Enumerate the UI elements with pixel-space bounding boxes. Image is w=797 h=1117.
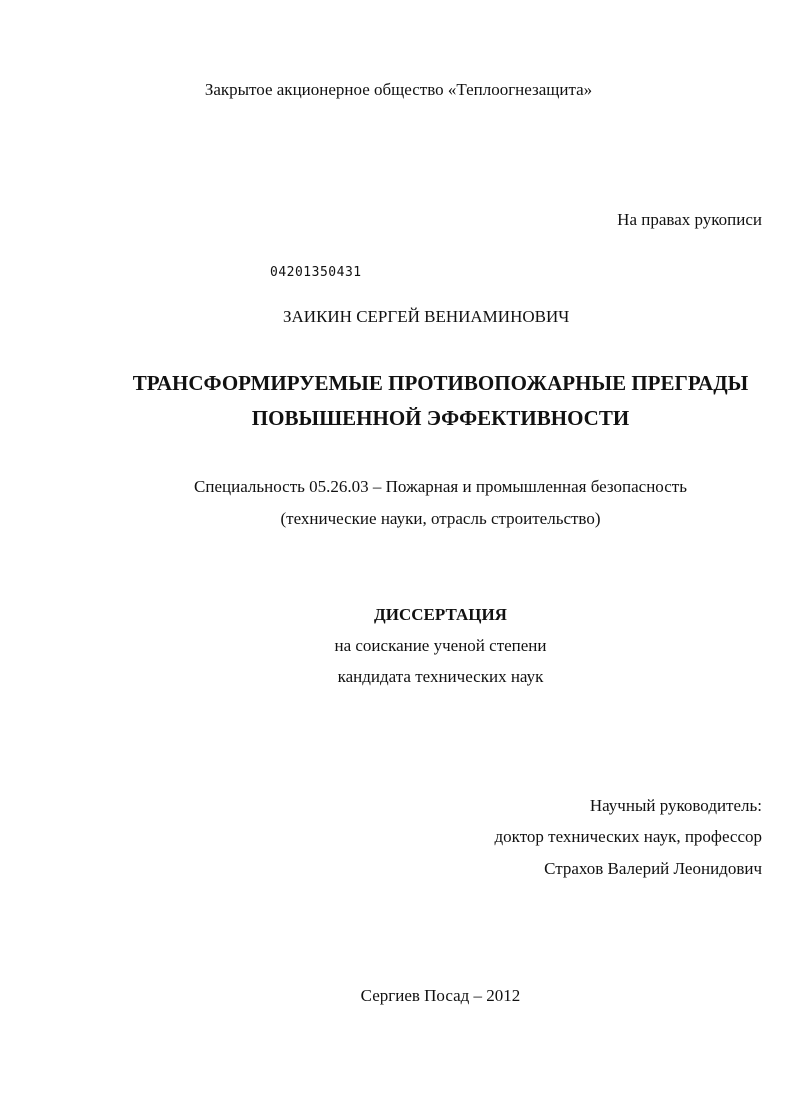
work-type-line-2: кандидата технических наук — [337, 667, 544, 686]
work-type-line-1: на соискание ученой степени — [334, 636, 547, 655]
supervisor-degree: доктор технических наук, профессор — [494, 827, 762, 846]
place-and-year: Сергиев Посад – 2012 — [360, 986, 521, 1005]
organization-name: Закрытое акционерное общество «Теплоогнезащита» — [204, 80, 593, 99]
author-name: ЗАИКИН СЕРГЕЙ ВЕНИАМИНОВИЧ — [283, 307, 570, 326]
specialty-line-1: Специальность 05.26.03 – Пожарная и промышленная безопасность — [194, 477, 687, 496]
dissertation-title-line-1: ТРАНСФОРМИРУЕМЫЕ ПРОТИВОПОЖАРНЫЕ ПРЕГРАДЫ — [132, 371, 749, 395]
supervisor-name: Страхов Валерий Леонидович — [544, 859, 762, 878]
dissertation-title-line-2: ПОВЫШЕННОЙ ЭФФЕКТИВНОСТИ — [251, 406, 630, 430]
work-type-heading: ДИССЕРТАЦИЯ — [374, 605, 507, 624]
registration-number: 04201350431 — [270, 265, 362, 280]
supervisor-label: Научный руководитель: — [589, 796, 762, 815]
specialty-line-2: (технические науки, отрасль строительство) — [280, 509, 601, 528]
manuscript-note: На правах рукописи — [617, 210, 762, 229]
